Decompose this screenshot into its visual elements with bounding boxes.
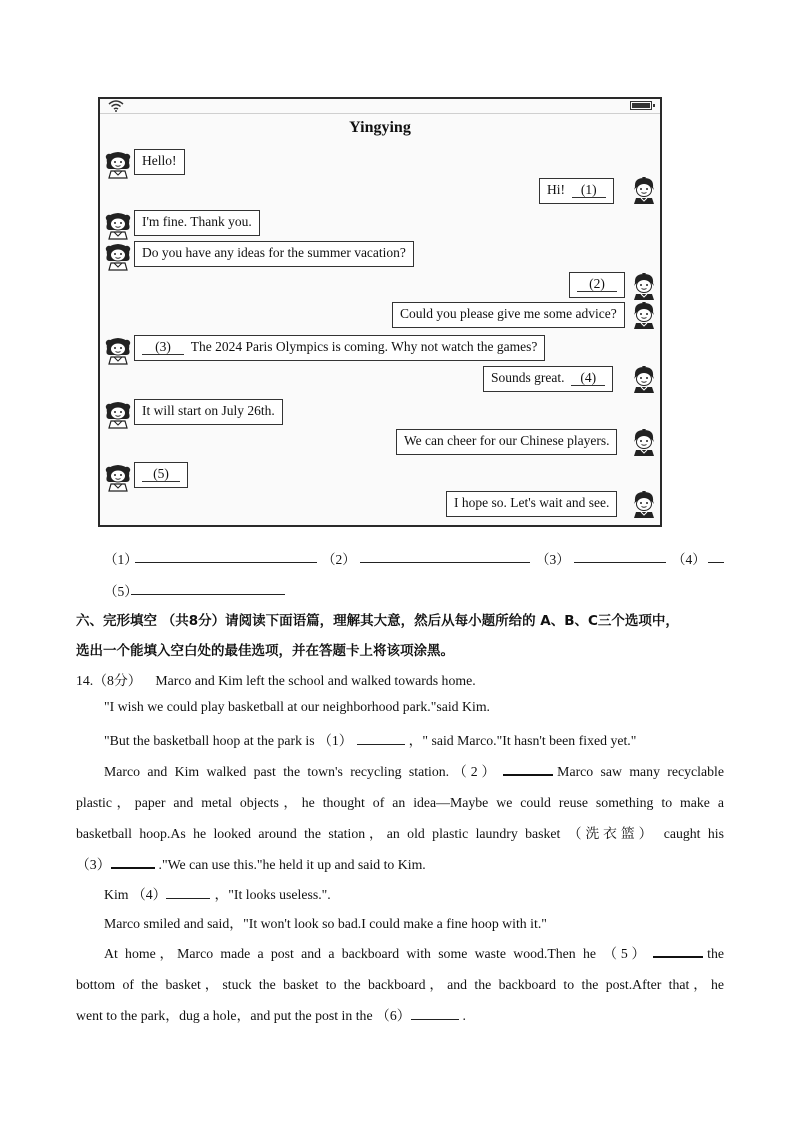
girl-avatar-icon bbox=[104, 462, 132, 492]
passage-line: basketball hoop.As he looked around the station，an old plastic laundry basket （洗衣篮） caught his bbox=[76, 826, 724, 841]
chat-message-right bbox=[569, 272, 625, 298]
cloze-blank-4[interactable] bbox=[166, 898, 210, 899]
chat-title: Yingying bbox=[349, 119, 411, 136]
girl-avatar-icon bbox=[104, 210, 132, 240]
chat-screenshot bbox=[98, 97, 662, 527]
chat-message-left: (3) The 2024 Paris Olympics is coming. Why not watch the games? bbox=[134, 335, 545, 361]
blank-4: (4) bbox=[571, 370, 605, 386]
chat-message-left: Hello! bbox=[134, 149, 185, 175]
answer-label-4: （4） bbox=[672, 552, 706, 567]
answer-label-1: （1） bbox=[104, 552, 138, 567]
question-points: （8分） bbox=[93, 673, 142, 688]
boy-avatar-icon bbox=[630, 489, 658, 519]
blank-2: (2) bbox=[577, 276, 617, 292]
passage-p9: Marco smiled and said，"It won't look so bad.I could make a fine hoop with it." bbox=[104, 916, 547, 931]
girl-avatar-icon bbox=[104, 149, 132, 179]
passage-p4: Marco and Kim walked past the town's recycling station.（2） Marco saw many recyclable bbox=[104, 764, 724, 779]
passage-p10: At home，Marco made a post and a backboard with some waste wood.Then he （5） the bbox=[104, 946, 724, 961]
passage-line: went to the park，dug a hole，and put the post in the （6） . bbox=[76, 1008, 466, 1023]
answer-label-5: （5） bbox=[104, 584, 138, 599]
wifi-icon bbox=[108, 100, 124, 112]
passage-p8: Kim （4） ，"It looks useless.". bbox=[104, 887, 331, 902]
chat-message-right: I hope so. Let's wait and see. bbox=[446, 491, 617, 517]
chat-message-right: Sounds great. (4) bbox=[483, 366, 613, 392]
status-bar bbox=[100, 99, 660, 114]
chat-message-left: I'm fine. Thank you. bbox=[134, 210, 260, 236]
cloze-blank-5[interactable] bbox=[653, 956, 703, 958]
girl-avatar-icon bbox=[104, 399, 132, 429]
blank-3: (3) bbox=[142, 339, 184, 355]
girl-avatar-icon bbox=[104, 335, 132, 365]
question-number: 14. bbox=[76, 673, 94, 688]
answer-line-1[interactable] bbox=[135, 562, 317, 563]
chat-message-right: Could you please give me some advice? bbox=[392, 302, 625, 328]
answer-line-3[interactable] bbox=[574, 562, 666, 563]
cloze-blank-1[interactable] bbox=[357, 744, 405, 745]
passage-line: （3） ."We can use this."he held it up and said to Kim. bbox=[76, 857, 426, 872]
answer-label-3: （3） bbox=[536, 552, 570, 567]
blank-5: (5) bbox=[142, 466, 180, 482]
answer-line-2[interactable] bbox=[360, 562, 530, 563]
section-heading-line-1: 六、完形填空 （共8分）请阅读下面语篇，理解其大意，然后从每小题所给的 A、B、C三个选项中， bbox=[76, 613, 679, 629]
chat-message-right: Hi! (1) bbox=[539, 178, 614, 204]
question-header bbox=[76, 669, 736, 689]
cloze-blank-3[interactable] bbox=[111, 867, 155, 869]
passage-p3: "But the basketball hoop at the park is （1） ，" said Marco."It hasn't been fixed yet." bbox=[104, 733, 637, 748]
blank-1: (1) bbox=[572, 182, 606, 198]
battery-icon bbox=[630, 101, 652, 110]
passage-p1: Marco and Kim left the school and walked towards home. bbox=[155, 673, 476, 688]
answer-line-4[interactable] bbox=[708, 562, 724, 563]
chat-message-right: We can cheer for our Chinese players. bbox=[396, 429, 617, 455]
chat-message-left bbox=[134, 462, 188, 488]
cloze-blank-6[interactable] bbox=[411, 1019, 459, 1020]
boy-avatar-icon bbox=[630, 271, 658, 301]
answer-line-5[interactable] bbox=[131, 594, 285, 595]
boy-avatar-icon bbox=[630, 364, 658, 394]
girl-avatar-icon bbox=[104, 241, 132, 271]
passage-p2: "I wish we could play basketball at our neighborhood park."said Kim. bbox=[104, 699, 490, 714]
boy-avatar-icon bbox=[630, 427, 658, 457]
boy-avatar-icon bbox=[630, 175, 658, 205]
cloze-blank-2[interactable] bbox=[503, 774, 553, 776]
boy-avatar-icon bbox=[630, 300, 658, 330]
answer-label-2: （2） bbox=[322, 552, 356, 567]
passage-line: bottom of the basket，stuck the basket to the backboard，and the backboard to the post.After that，he bbox=[76, 977, 724, 992]
chat-message-left: It will start on July 26th. bbox=[134, 399, 283, 425]
chat-message-left: Do you have any ideas for the summer vacation? bbox=[134, 241, 414, 267]
section-heading-line-2: 选出一个能填入空白处的最佳选项，并在答题卡上将该项涂黑。 bbox=[76, 643, 454, 659]
passage-line: plastic，paper and metal objects，he thought of an idea—Maybe we could reuse something to make a bbox=[76, 795, 724, 810]
